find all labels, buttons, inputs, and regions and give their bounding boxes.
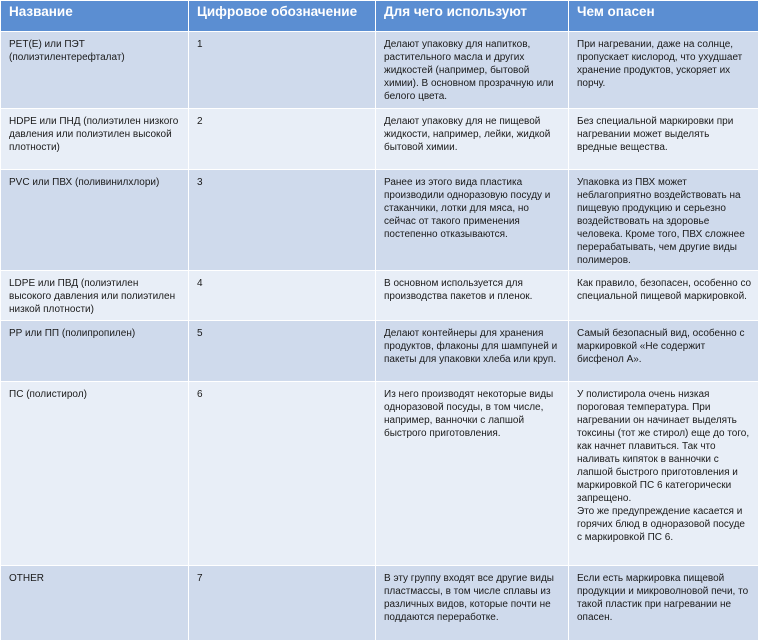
row-use: В основном используется для производства пакетов и пленок. [376,271,568,303]
row-code: 6 [189,382,375,401]
row-name: PVC или ПВХ (поливинилхлори) [1,170,188,189]
row-danger: При нагревании, даже на солнце, пропускает кислород, что ухудшает хранение продуктов, ускоряет их порчу. [569,32,758,90]
header-code: Цифровое обозначение [189,1,376,32]
row-code: 1 [189,32,375,51]
row-use: В эту группу входят все другие виды пластмассы, в том числе сплавы из различных видов, которые почти не поддаются переработке. [376,566,568,624]
table-row [1,382,758,566]
table-row [1,566,758,641]
row-code: 5 [189,321,375,340]
row-use: Делают контейнеры для хранения продуктов, флаконы для шампуней и пакеты для упаковки хлеба или круп. [376,321,568,366]
row-code: 3 [189,170,375,189]
row-name: OTHER [1,566,188,585]
row-danger: У полистирола очень низкая пороговая температура. При нагревании он начинает выделять токсины (тот же стирол) еще до того, как начнет плавиться. Так что наливать кипяток в ванночки с лапшой быстрого приготовления и маркировкой ПС 6 категорически запрещено. Это же предупреждение касается и горячих блюд в одноразовой посуде с маркировкой ПС 6. [569,382,758,544]
row-use: Делают упаковку для напитков, растительного масла и других жидкостей (например, бытовой химии). В основном прозрачную или белого цвета. [376,32,568,103]
table-row [1,109,758,170]
table-row [1,271,758,321]
row-danger: Без специальной маркировки при нагревании может выделять вредные вещества. [569,109,758,154]
row-name: HDPE или ПНД (полиэтилен низкого давления или полиэтилен высокой плотности) [1,109,188,154]
row-code: 2 [189,109,375,128]
row-use: Делают упаковку для не пищевой жидкости, например, лейки, жидкой бытовой химии. [376,109,568,154]
row-danger: Как правило, безопасен, особенно со специальной пищевой маркировкой. [569,271,758,303]
row-danger: Самый безопасный вид, особенно с маркировкой «Не содержит бисфенол А». [569,321,758,366]
table-row [1,170,758,271]
table-row [1,32,758,109]
table-row [1,321,758,382]
row-name: ПС (полистирол) [1,382,188,401]
row-code: 7 [189,566,375,585]
header-name: Название [1,1,189,32]
row-danger: Упаковка из ПВХ может неблагоприятно воздействовать на пищевую продукцию и серьезно воздействовать на здоровье человека. Кроме того, ПВХ сложнее перерабатывать, чем другие виды полимеров. [569,170,758,267]
row-name: LDPE или ПВД (полиэтилен высокого давления или полиэтилен низкой плотности) [1,271,188,316]
row-name: PP или ПП (полипропилен) [1,321,188,340]
row-name: PET(E) или ПЭТ (полиэтилентерефталат) [1,32,188,64]
row-use: Из него производят некоторые виды одноразовой посуды, в том числе, например, ванночки с лапшой быстрого приготовления. [376,382,568,440]
header-use: Для чего используют [376,1,569,32]
row-use: Ранее из этого вида пластика производили одноразовую посуду и стаканчики, лотки для мяса, но сейчас от такого применения постепенно отказываются. [376,170,568,241]
row-code: 4 [189,271,375,290]
header-danger: Чем опасен [569,1,758,32]
header-row [1,1,758,32]
row-danger: Если есть маркировка пищевой продукции и микроволновой печи, то такой пластик при нагревании не опасен. [569,566,758,624]
